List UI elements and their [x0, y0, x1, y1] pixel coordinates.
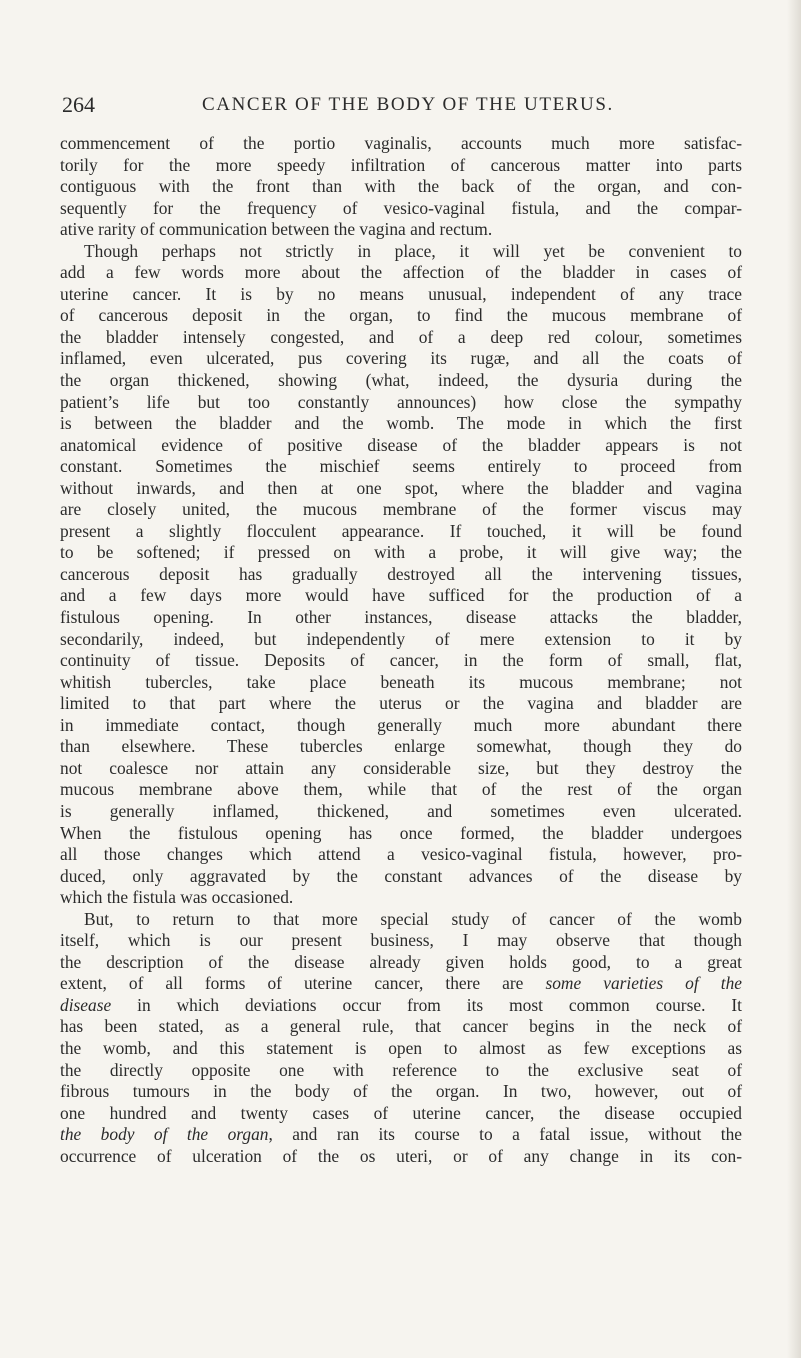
text-line [60, 1146, 742, 1168]
text-line [60, 801, 742, 823]
text-line [60, 650, 742, 672]
line-text: in immediate contact, though generally much more abundant there [60, 714, 742, 735]
line-text: the directly opposite one with reference to the exclusive seat of [60, 1059, 742, 1080]
line-text: the womb, and this statement is open to almost as few exceptions as [60, 1037, 742, 1058]
line-text: anatomical evidence of positive disease of the bladder appears is not [60, 434, 742, 455]
text-line [60, 370, 742, 392]
line-text: and a few days more would have sufficed for the production of a [60, 585, 742, 606]
text-line [60, 284, 742, 306]
line-italic-text: some varieties of the [545, 973, 742, 994]
text-line [60, 1124, 742, 1146]
text-line [60, 930, 742, 952]
line-text: sequently for the frequency of vesico-vaginal fistula, and the compar- [60, 197, 742, 218]
line-text: fibrous tumours in the body of the organ. In two, however, out of [60, 1081, 742, 1102]
text-line [60, 629, 742, 651]
line-text-after: in which deviations occur from its most common course. It [111, 994, 742, 1015]
line-text: torily for the more speedy infiltration of cancerous matter into parts [60, 154, 742, 175]
text-line [60, 887, 742, 909]
line-text: the bladder intensely congested, and of a deep red colour, sometimes [60, 326, 742, 347]
text-line [60, 155, 742, 177]
line-text: secondarily, indeed, but independently of mere extension to it by [60, 628, 742, 649]
text-line [60, 823, 742, 845]
text-line [60, 327, 742, 349]
text-line [60, 672, 742, 694]
line-text: the description of the disease already given holds good, to a great [60, 951, 742, 972]
text-line [60, 219, 742, 241]
text-line [60, 478, 742, 500]
line-text: patient’s life but too constantly announces) how close the sympathy [60, 391, 742, 412]
line-text: But, to return to that more special study of cancer of the womb [84, 908, 742, 929]
line-text: the organ thickened, showing (what, indeed, the dysuria during the [60, 370, 742, 391]
text-line [60, 241, 742, 263]
text-line [60, 607, 742, 629]
text-line [60, 456, 742, 478]
line-text: one hundred and twenty cases of uterine cancer, the disease occupied [60, 1102, 742, 1123]
page-number: 264 [62, 92, 95, 117]
text-line [60, 952, 742, 974]
line-text: of cancerous deposit in the organ, to find the mucous membrane of [60, 305, 742, 326]
line-text: When the fistulous opening has once formed, the bladder undergoes [60, 822, 742, 843]
line-text-after: , and ran its course to a fatal issue, without the [268, 1124, 742, 1145]
running-title: CANCER OF THE BODY OF THE UTERUS. [202, 94, 614, 115]
text-line [60, 413, 742, 435]
line-text: occurrence of ulceration of the os uteri, or of any change in its con- [60, 1145, 742, 1166]
line-italic-text: the body of the organ [60, 1124, 269, 1145]
text-line [60, 542, 742, 564]
line-text: Though perhaps not strictly in place, it will yet be convenient to [84, 240, 742, 261]
page-edge-shadow [787, 0, 801, 1358]
text-line [60, 995, 742, 1017]
text-line [60, 499, 742, 521]
line-text: all those changes which attend a vesico-vaginal fistula, however, pro- [60, 844, 742, 865]
line-text: commencement of the portio vaginalis, accounts much more satisfac- [60, 133, 742, 153]
line-text: ative rarity of communication between the vagina and rectum. [60, 219, 493, 240]
running-header [62, 92, 742, 122]
text-line [60, 133, 742, 155]
line-text: is generally inflamed, thickened, and sometimes even ulcerated. [60, 800, 742, 821]
text-line [60, 973, 742, 995]
text-line [60, 693, 742, 715]
line-text: to be softened; if pressed on with a probe, it will give way; the [60, 542, 742, 563]
line-text: which the fistula was occasioned. [60, 887, 294, 908]
line-italic-text: disease [60, 994, 112, 1015]
text-line [60, 715, 742, 737]
text-line [60, 305, 742, 327]
text-line [60, 866, 742, 888]
text-line [60, 198, 742, 220]
text-line [60, 176, 742, 198]
text-line [60, 1103, 742, 1125]
line-text: whitish tubercles, take place beneath its mucous membrane; not [60, 671, 742, 692]
line-text: not coalesce nor attain any considerable size, but they destroy the [60, 757, 742, 778]
text-line [60, 262, 742, 284]
line-text: has been stated, as a general rule, that cancer begins in the neck of [60, 1016, 742, 1037]
body-text [60, 133, 742, 1167]
line-text: without inwards, and then at one spot, where the bladder and vagina [60, 477, 742, 498]
text-line [60, 392, 742, 414]
text-line [60, 1038, 742, 1060]
line-text: than elsewhere. These tubercles enlarge somewhat, though they do [60, 736, 742, 757]
text-line [60, 435, 742, 457]
line-text: duced, only aggravated by the constant advances of the disease by [60, 865, 742, 886]
line-text: cancerous deposit has gradually destroyed all the intervening tissues, [60, 563, 742, 584]
line-text: inflamed, even ulcerated, pus covering its rugæ, and all the coats of [60, 348, 742, 369]
line-text: is between the bladder and the womb. The mode in which the first [60, 413, 742, 434]
text-line [60, 521, 742, 543]
line-text: are closely united, the mucous membrane of the former viscus may [60, 499, 742, 520]
line-text: uterine cancer. It is by no means unusual, independent of any trace [60, 283, 742, 304]
line-text: contiguous with the front than with the back of the organ, and con- [60, 176, 742, 197]
line-text: itself, which is our present business, I may observe that though [60, 930, 742, 951]
text-line [60, 585, 742, 607]
text-line [60, 348, 742, 370]
line-text: constant. Sometimes the mischief seems entirely to proceed from [60, 456, 742, 477]
line-text: mucous membrane above them, while that of the rest of the organ [60, 779, 742, 800]
text-line [60, 758, 742, 780]
text-line [60, 909, 742, 931]
text-line [60, 1081, 742, 1103]
line-text: fistulous opening. In other instances, disease attacks the bladder, [60, 607, 742, 628]
text-line [60, 844, 742, 866]
text-line [60, 1016, 742, 1038]
text-line [60, 564, 742, 586]
line-text: limited to that part where the uterus or the vagina and bladder are [60, 693, 742, 714]
line-text: present a slightly flocculent appearance. If touched, it will be found [60, 520, 742, 541]
line-text: continuity of tissue. Deposits of cancer, in the form of small, flat, [60, 650, 742, 671]
text-line [60, 779, 742, 801]
text-line [60, 736, 742, 758]
line-text: add a few words more about the affection of the bladder in cases of [60, 262, 742, 283]
text-line [60, 1060, 742, 1082]
line-text: extent, of all forms of uterine cancer, there are [60, 973, 546, 994]
